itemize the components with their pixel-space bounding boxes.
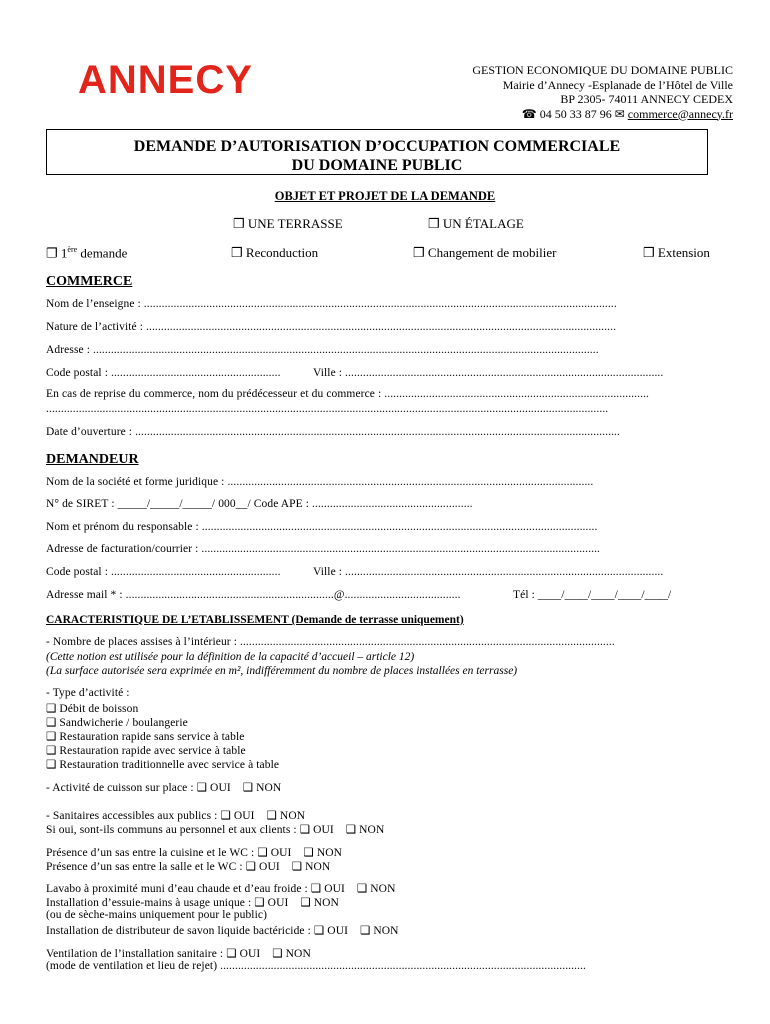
checkbox-non[interactable] <box>243 782 282 794</box>
checkbox-icon: ❑ <box>245 861 257 873</box>
field-telephone[interactable]: Tél : ____/____/____/____/____/ <box>513 589 672 601</box>
field-siret[interactable]: N° de SIRET : _____/_____/_____/ 000__/ Code APE : ...................................................... <box>46 498 473 510</box>
checkbox-oui[interactable] <box>300 824 334 836</box>
checkbox-icon: ❑ <box>303 847 314 859</box>
checkbox-rapide-sans[interactable] <box>46 729 244 743</box>
checkbox-label: Débit de boisson <box>59 703 139 715</box>
option-label: NON <box>370 883 396 895</box>
checkbox-traditionnelle[interactable] <box>46 757 279 771</box>
field-ville[interactable]: Ville : ........................................................................................................... <box>313 367 664 379</box>
checkbox-non[interactable] <box>272 948 311 960</box>
question-label: Ventilation de l’installation sanitaire : <box>46 948 224 960</box>
field-date-ouverture[interactable]: Date d’ouverture : ................................................................................................................................................................... <box>46 426 620 438</box>
checkbox-icon: ❑ <box>196 782 208 794</box>
checkbox-debit-boisson[interactable] <box>46 701 138 715</box>
phone-number: 04 50 33 87 96 <box>539 106 612 121</box>
checkbox-label: UN ÉTALAGE <box>442 216 524 231</box>
objet-heading: OBJET ET PROJET DE LA DEMANDE <box>274 189 496 203</box>
option-label: OUI <box>259 861 280 873</box>
field-code-postal[interactable]: Code postal : ......................................................... <box>46 566 281 578</box>
option-label: NON <box>313 897 339 909</box>
checkbox-oui[interactable] <box>246 861 280 873</box>
checkbox-icon: ❑ <box>356 883 368 895</box>
checkbox-non[interactable] <box>292 861 331 873</box>
checkbox-oui[interactable] <box>314 925 348 937</box>
checkbox-rapide-avec[interactable] <box>46 743 246 757</box>
option-label: OUI <box>313 824 334 836</box>
option-label: NON <box>285 948 311 960</box>
field-adresse-mail[interactable]: Adresse mail * : ......................................................................@....................................... <box>46 589 461 601</box>
type-activite-label: - Type d’activité : <box>46 687 130 699</box>
question-savon <box>46 923 399 937</box>
question-label: Présence d’un sas entre la cuisine et le WC : <box>46 847 255 859</box>
checkbox-icon: ❑ <box>46 731 57 743</box>
checkbox-non[interactable] <box>346 824 385 836</box>
checkbox-non[interactable] <box>303 847 342 859</box>
field-mode-ventilation[interactable]: (mode de ventilation et lieu de rejet) ........................................................................................................................... <box>46 960 587 972</box>
option-label: NON <box>279 810 306 822</box>
checkbox-changement[interactable] <box>413 245 556 261</box>
field-responsable[interactable]: Nom et prénom du responsable : ..................................................................................................................................... <box>46 521 598 533</box>
field-reprise-cont[interactable]: ............................................................................................................................................................................................. <box>46 403 609 415</box>
field-facturation[interactable]: Adresse de facturation/courrier : ...................................................................................................................................... <box>46 543 601 555</box>
question-sas-salle <box>46 859 330 873</box>
checkbox-icon: ❑ <box>242 782 254 794</box>
question-sanitaires <box>46 808 305 822</box>
checkbox-label: Restauration rapide avec service à table <box>59 745 246 757</box>
checkbox-icon: ❑ <box>291 861 303 873</box>
checkbox-icon: ❑ <box>257 847 268 859</box>
question-essuie-mains <box>46 895 339 909</box>
checkbox-oui[interactable] <box>197 782 231 794</box>
option-label: OUI <box>324 883 345 895</box>
checkbox-oui[interactable] <box>257 847 291 859</box>
checkbox-icon: ❒ <box>46 245 58 261</box>
question-cuisson <box>46 780 281 794</box>
question-label: Si oui, sont-ils communs au personnel et aux clients : <box>46 824 297 836</box>
checkbox-non[interactable] <box>267 810 306 822</box>
field-reprise[interactable]: En cas de reprise du commerce, nom du prédécesseur et du commerce : ......................................................................................... <box>46 388 650 400</box>
header-line: GESTION ECONOMIQUE DU DOMAINE PUBLIC <box>472 63 733 77</box>
option-label: NON <box>373 925 399 937</box>
option-label: OUI <box>210 782 231 794</box>
checkbox-label: Reconduction <box>245 245 319 260</box>
checkbox-icon: ❑ <box>310 883 322 895</box>
section-caracteristique: CARACTERISTIQUE DE L’ETABLISSEMENT (Demande de terrasse uniquement) <box>46 614 464 626</box>
phone-icon: ☎ <box>521 106 537 121</box>
question-lavabo <box>46 881 395 895</box>
option-label: NON <box>359 824 385 836</box>
option-label: OUI <box>270 847 292 859</box>
option-label: OUI <box>239 948 261 960</box>
logo-text: ANNECY <box>78 58 253 102</box>
field-code-postal[interactable]: Code postal : ......................................................... <box>46 367 281 379</box>
question-label: Installation d’essuie-mains à usage unique : <box>46 897 252 909</box>
question-label: - Activité de cuisson sur place : <box>46 782 194 794</box>
option-label: OUI <box>327 925 349 937</box>
checkbox-icon: ❒ <box>233 216 245 231</box>
checkbox-icon: ❑ <box>46 717 57 729</box>
field-nature[interactable]: Nature de l’activité : .............................................................................................................................................................. <box>46 321 617 333</box>
option-label: OUI <box>267 897 289 909</box>
field-enseigne[interactable]: Nom de l’enseigne : ............................................................................................................................................................... <box>46 298 617 310</box>
checkbox-icon: ❒ <box>413 245 425 260</box>
option-label: OUI <box>233 810 255 822</box>
section-demandeur: DEMANDEUR <box>46 452 139 467</box>
question-label: Lavabo à proximité muni d’eau chaude et d’eau froide : <box>46 883 308 895</box>
checkbox-icon: ❑ <box>345 824 357 836</box>
envelope-icon: ✉ <box>614 106 625 121</box>
checkbox-icon: ❑ <box>359 925 371 937</box>
checkbox-icon: ❑ <box>46 745 57 757</box>
field-places[interactable]: - Nombre de places assises à l’intérieur : .............................................................................................................................. <box>46 636 615 648</box>
header-line: Mairie d’Annecy -Esplanade de l’Hôtel de Ville <box>502 77 733 92</box>
checkbox-label: Sandwicherie / boulangerie <box>59 717 188 729</box>
note-seche-mains: (ou de sèche-mains uniquement pour le public) <box>46 909 268 921</box>
checkbox-icon: ❑ <box>300 897 311 909</box>
checkbox-icon: ❑ <box>226 948 237 960</box>
option-label: NON <box>316 847 343 859</box>
checkbox-label: UNE TERRASSE <box>247 216 343 231</box>
checkbox-icon: ❑ <box>46 703 57 715</box>
checkbox-non[interactable] <box>300 897 339 909</box>
title-line: DEMANDE D’AUTORISATION D’OCCUPATION COMMERCIALE <box>133 138 621 155</box>
checkbox-icon: ❒ <box>428 216 440 231</box>
question-sas-cuisine <box>46 845 342 859</box>
checkbox-extension[interactable] <box>643 245 710 261</box>
checkbox-icon: ❑ <box>46 759 57 771</box>
header-contact <box>472 107 733 122</box>
question-label: Installation de distributeur de savon liquide bactéricide : <box>46 925 311 937</box>
option-label: NON <box>305 861 331 873</box>
checkbox-oui[interactable] <box>254 897 288 909</box>
section-commerce: COMMERCE <box>46 274 133 289</box>
checkbox-icon: ❒ <box>643 245 655 260</box>
checkbox-reconduction[interactable] <box>231 245 318 261</box>
checkbox-non[interactable] <box>360 925 399 937</box>
checkbox-icon: ❑ <box>299 824 311 836</box>
note-surface: (La surface autorisée sera exprimée en m², indifféremment du nombre de places installées en terrasse) <box>46 665 518 677</box>
checkbox-icon: ❑ <box>313 925 325 937</box>
option-label: NON <box>256 782 282 794</box>
checkbox-icon: ❑ <box>266 810 277 822</box>
checkbox-icon: ❑ <box>272 948 283 960</box>
checkbox-label: Restauration rapide sans service à table <box>59 731 245 743</box>
checkbox-icon: ❒ <box>231 245 243 260</box>
field-societe[interactable]: Nom de la société et forme juridique : ........................................................................................................................... <box>46 476 594 488</box>
superscript: ère <box>67 245 78 254</box>
question-label: Présence d’un sas entre la salle et le WC : <box>46 861 243 873</box>
checkbox-label: Restauration traditionnelle avec service à table <box>59 759 280 771</box>
checkbox-oui[interactable] <box>220 810 254 822</box>
checkbox-icon: ❑ <box>220 810 231 822</box>
checkbox-non[interactable] <box>357 883 396 895</box>
checkbox-label: 1 <box>60 245 68 261</box>
email-link[interactable]: commerce@annecy.fr <box>627 106 733 121</box>
question-label: - Sanitaires accessibles aux publics : <box>46 810 218 822</box>
checkbox-terrasse[interactable] <box>233 216 343 232</box>
checkbox-oui[interactable] <box>226 948 260 960</box>
checkbox-label: demande <box>77 245 128 261</box>
title-line: DU DOMAINE PUBLIC <box>291 157 463 174</box>
checkbox-sandwicherie[interactable] <box>46 715 188 729</box>
checkbox-premiere-demande[interactable] <box>46 245 127 261</box>
form-title <box>46 129 708 175</box>
field-adresse[interactable]: Adresse : .......................................................................................................................................................................... <box>46 344 599 356</box>
note-capacite: (Cette notion est utilisée pour la définition de la capacité d’accueil – article 12) <box>46 651 415 663</box>
checkbox-etalage[interactable] <box>428 216 524 232</box>
annecy-logo <box>78 58 253 103</box>
checkbox-oui[interactable] <box>311 883 345 895</box>
question-communs <box>46 822 384 836</box>
question-ventilation <box>46 946 311 960</box>
checkbox-icon: ❑ <box>254 897 265 909</box>
field-ville[interactable]: Ville : ........................................................................................................... <box>313 566 664 578</box>
checkbox-label: Changement de mobilier <box>427 245 557 260</box>
checkbox-label: Extension <box>657 245 710 260</box>
header-line: BP 2305- 74011 ANNECY CEDEX <box>560 92 733 106</box>
header-address <box>472 63 733 121</box>
